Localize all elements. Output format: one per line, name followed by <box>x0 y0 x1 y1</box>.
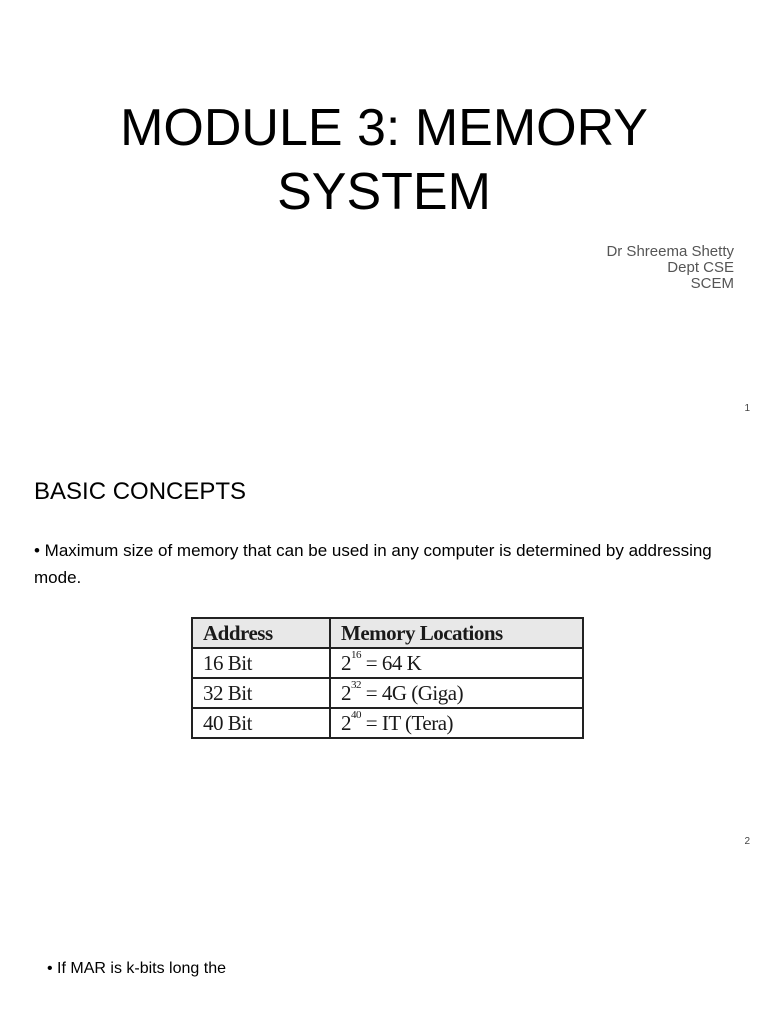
table-row <box>192 678 583 708</box>
author-dept: Dept CSE <box>667 259 734 276</box>
author-org: SCEM <box>690 275 734 292</box>
bullet-text: • Maximum size of memory that can be used in any computer is determined by addressing mode. <box>34 541 712 587</box>
exponent: 32 <box>351 678 361 691</box>
base: 2 <box>341 650 351 675</box>
result: = 4G (Giga) <box>361 680 464 705</box>
address-cell: 32 Bit <box>192 678 330 708</box>
address-cell: 16 Bit <box>192 648 330 678</box>
author-block <box>606 244 734 292</box>
base: 2 <box>341 680 351 705</box>
header-memory-locations: Memory Locations <box>330 618 583 648</box>
memory-cell <box>330 708 583 738</box>
table-row <box>192 648 583 678</box>
author-name: Dr Shreema Shetty <box>606 243 734 260</box>
page-number: 2 <box>744 836 750 847</box>
slide-1 <box>0 0 768 430</box>
memory-table <box>191 617 584 739</box>
memory-cell <box>330 648 583 678</box>
slide-heading: BASIC CONCEPTS <box>34 478 247 505</box>
page-number: 1 <box>744 403 750 414</box>
exponent: 40 <box>351 708 361 721</box>
result: = IT (Tera) <box>361 710 454 735</box>
result: = 64 K <box>361 650 422 675</box>
exponent: 16 <box>351 648 361 661</box>
slide-2 <box>0 430 768 860</box>
slide-3 <box>0 860 768 1024</box>
table-header-row <box>192 618 583 648</box>
base: 2 <box>341 710 351 735</box>
slide-title <box>0 96 768 224</box>
title-line-1: MODULE 3: MEMORY <box>120 99 648 157</box>
table-row <box>192 708 583 738</box>
memory-cell <box>330 678 583 708</box>
title-line-2: SYSTEM <box>277 163 491 221</box>
bullet-text: • If MAR is k-bits long the <box>47 960 226 977</box>
header-address: Address <box>192 618 330 648</box>
address-cell: 40 Bit <box>192 708 330 738</box>
